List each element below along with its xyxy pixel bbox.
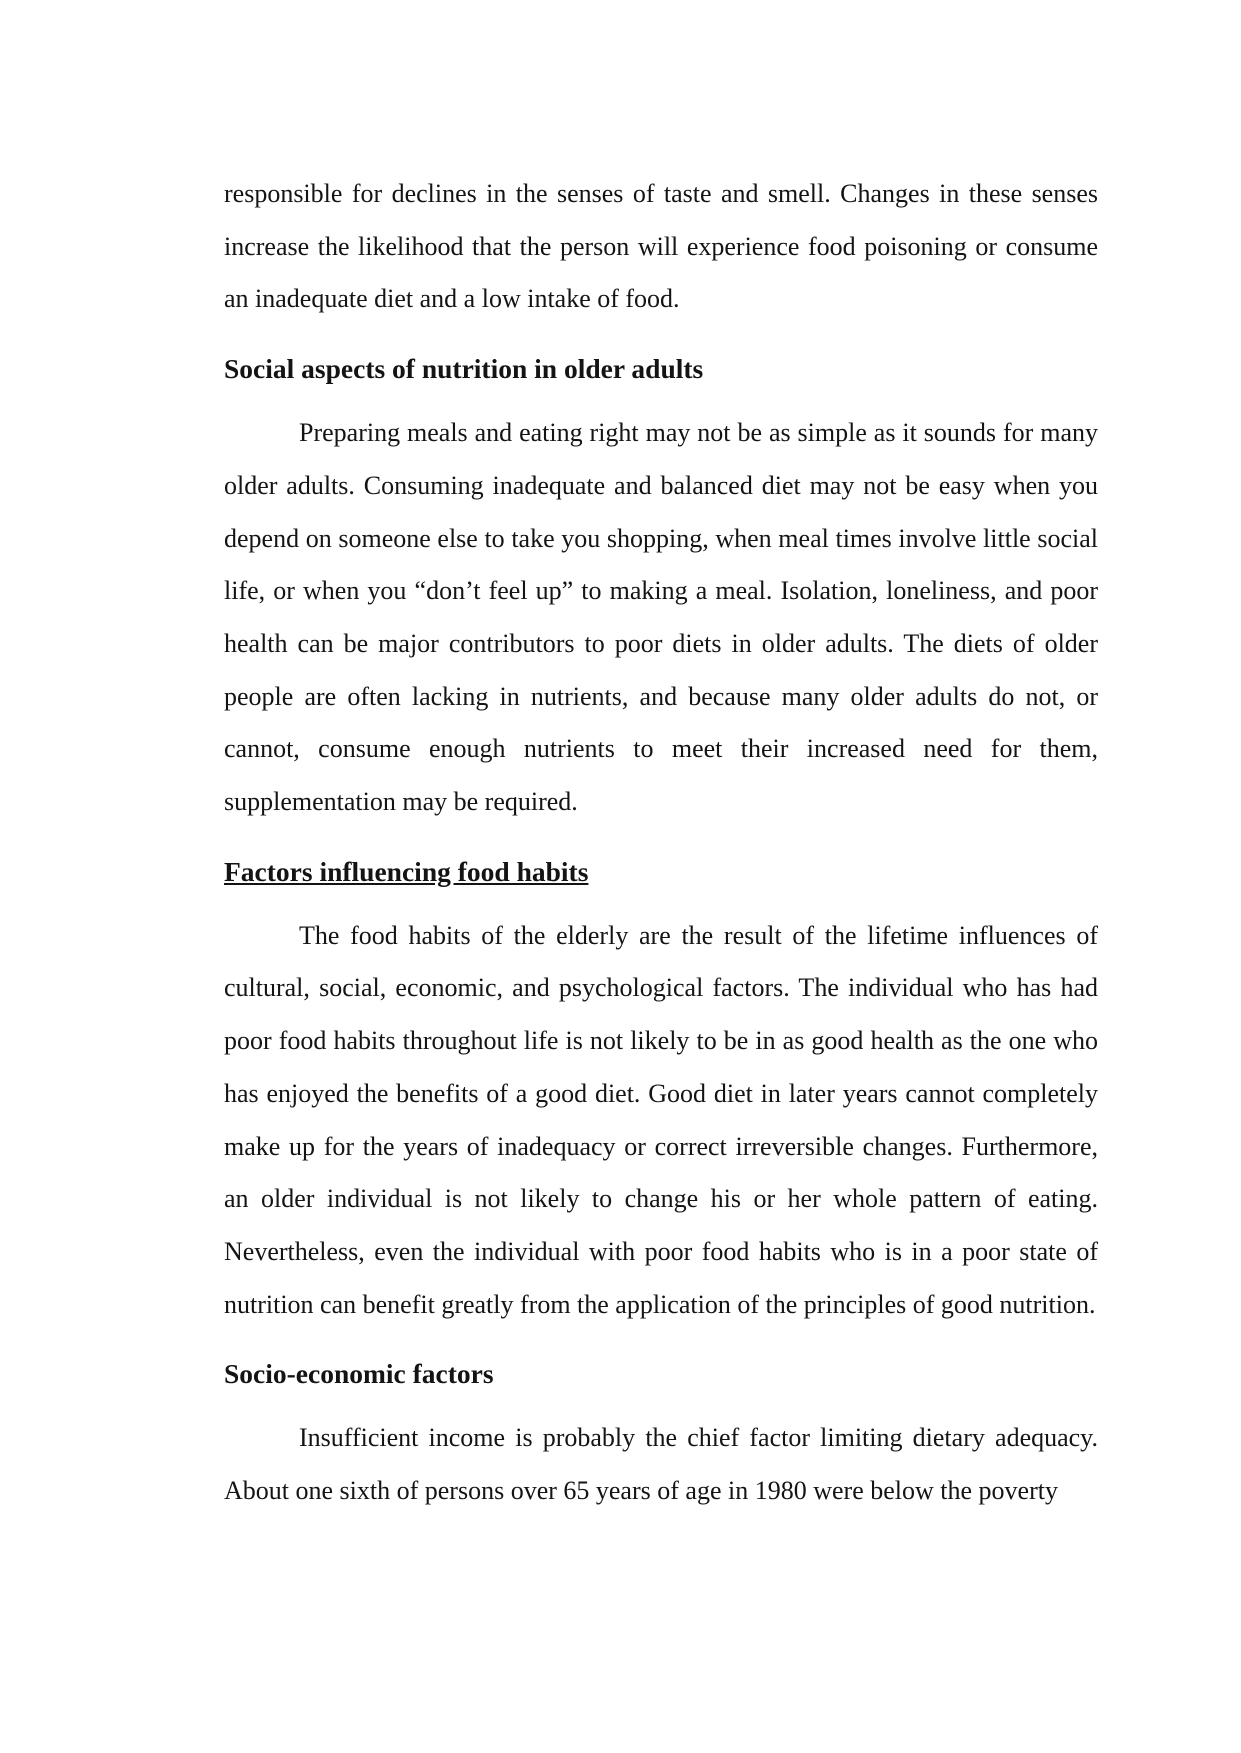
page-content [224, 168, 1098, 1518]
paragraph-taste-smell: responsible for declines in the senses of taste and smell. Changes in these senses increase the likelihood that the person will experience food poisoning or consume an inadequate diet and a low intake of food. [224, 179, 1098, 314]
paragraph-social-aspects: Preparing meals and eating right may not be as simple as it sounds for many older adults. Consuming inadequate and balanced diet may not be easy when you depend on someone else to take you shopping, when meal times involve little social life, or when you “don’t feel up” to making a meal. Isolation, loneliness, and poor health can be major contributors to poor diets in older adults. The diets of older people are often lacking in nutrients, and because many older adults do not, or cannot, consume enough nutrients to meet their increased need for them, supplementation may be required. [224, 418, 1098, 817]
heading-socio-economic: Socio-economic factors [224, 1358, 494, 1390]
paragraph-socio-economic: Insufficient income is probably the chief factor limiting dietary adequacy. About one sixth of persons over 65 years of age in 1980 were below the poverty [224, 1423, 1098, 1506]
paragraph-food-habits: The food habits of the elderly are the result of the lifetime influences of cultural, social, economic, and psychological factors. The individual who has had poor food habits throughout life is not likely to be in as good health as the one who has enjoyed the benefits of a good diet. Good diet in later years cannot completely make up for the years of inadequacy or correct irreversible changes. Furthermore, an older individual is not likely to change his or her whole pattern of eating. Nevertheless, even the individual with poor food habits who is in a poor state of nutrition can benefit greatly from the application of the principles of good nutrition. [224, 920, 1098, 1319]
heading-factors-food-habits: Factors influencing food habits [224, 855, 589, 887]
heading-social-aspects: Social aspects of nutrition in older adults [224, 353, 704, 385]
